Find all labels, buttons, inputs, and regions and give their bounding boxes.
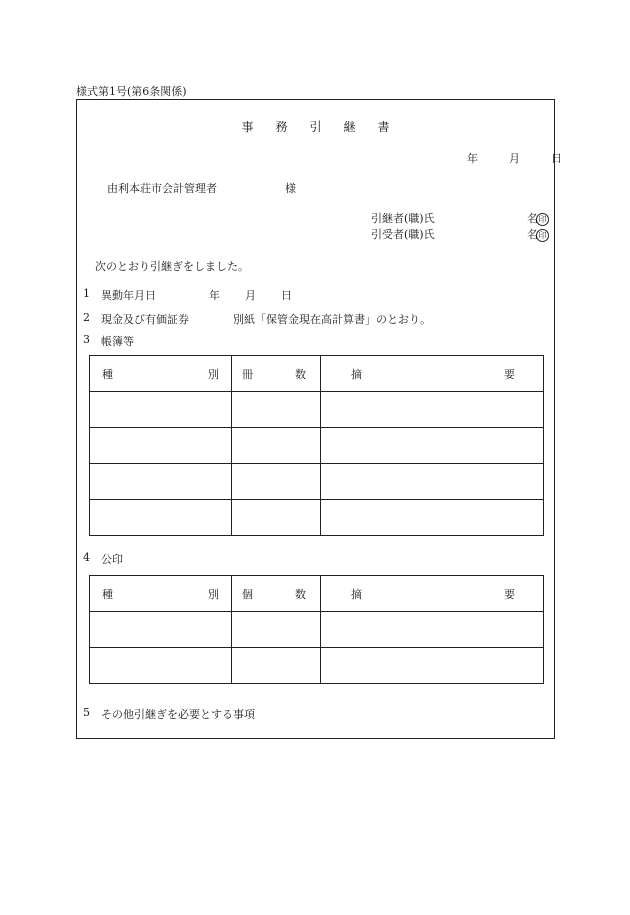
item-5-label: その他引継ぎを必要とする事項	[101, 708, 255, 721]
form-number-label: 様式第1号(第6条関係)	[76, 85, 187, 98]
date-month: 月	[509, 152, 520, 165]
handover-from-label: 引継者(職)氏	[371, 212, 435, 225]
table-cell[interactable]	[321, 500, 544, 536]
books-table	[89, 355, 544, 536]
header-count: 冊 数	[232, 356, 321, 392]
table-header-row	[90, 576, 544, 612]
intro-text: 次のとおり引継ぎをしました。	[95, 260, 249, 273]
name-suffix: 名	[527, 212, 538, 225]
item-5-number: 5	[83, 706, 90, 719]
table-cell[interactable]	[321, 428, 544, 464]
item-1-number: 1	[83, 287, 90, 300]
handover-from-name	[527, 210, 549, 226]
table-cell[interactable]	[90, 612, 232, 648]
header-count: 個 数	[232, 576, 321, 612]
header-remarks: 摘 要	[321, 356, 544, 392]
item-2-label: 現金及び有価証券	[101, 313, 189, 326]
table-row	[90, 392, 544, 428]
addressee-name: 由利本荘市会計管理者	[107, 182, 217, 195]
header-remarks: 摘 要	[321, 576, 544, 612]
table-cell[interactable]	[321, 464, 544, 500]
item-1-day: 日	[281, 289, 292, 302]
item-2-value: 別紙「保管金現在高計算書」のとおり。	[233, 313, 431, 326]
seal-icon: 印	[536, 213, 549, 226]
item-1-label: 異動年月日	[101, 289, 156, 302]
item-3-number: 3	[83, 333, 90, 346]
document-frame	[76, 99, 562, 739]
table-row	[90, 500, 544, 536]
name-suffix: 名	[527, 228, 538, 241]
item-1-year: 年	[209, 289, 220, 302]
table-cell[interactable]	[90, 392, 232, 428]
header-type: 種 別	[90, 576, 232, 612]
table-cell[interactable]	[321, 392, 544, 428]
table-cell[interactable]	[90, 428, 232, 464]
date-year: 年	[467, 152, 478, 165]
addressee-honorific: 様	[285, 182, 296, 195]
item-1-month: 月	[245, 289, 256, 302]
date-day: 日	[551, 152, 562, 165]
seals-table	[89, 575, 544, 684]
table-row	[90, 428, 544, 464]
table-cell[interactable]	[232, 500, 321, 536]
item-2-number: 2	[83, 311, 90, 324]
table-cell[interactable]	[321, 648, 544, 684]
table-cell[interactable]	[232, 464, 321, 500]
table-cell[interactable]	[90, 648, 232, 684]
table-cell[interactable]	[232, 392, 321, 428]
document-date	[467, 150, 562, 166]
table-cell[interactable]	[90, 464, 232, 500]
table-cell[interactable]	[232, 612, 321, 648]
table-row	[90, 648, 544, 684]
table-cell[interactable]	[232, 648, 321, 684]
document-title: 事務引継書	[241, 120, 412, 134]
table-cell[interactable]	[321, 612, 544, 648]
table-header-row	[90, 356, 544, 392]
handover-to-name	[527, 226, 549, 242]
item-3-label: 帳簿等	[101, 335, 134, 348]
table-row	[90, 464, 544, 500]
handover-to-label: 引受者(職)氏	[371, 228, 435, 241]
header-type: 種 別	[90, 356, 232, 392]
item-4-label: 公印	[101, 553, 123, 566]
table-cell[interactable]	[90, 500, 232, 536]
table-row	[90, 612, 544, 648]
table-cell[interactable]	[232, 428, 321, 464]
item-4-number: 4	[83, 551, 90, 564]
seal-icon: 印	[536, 229, 549, 242]
